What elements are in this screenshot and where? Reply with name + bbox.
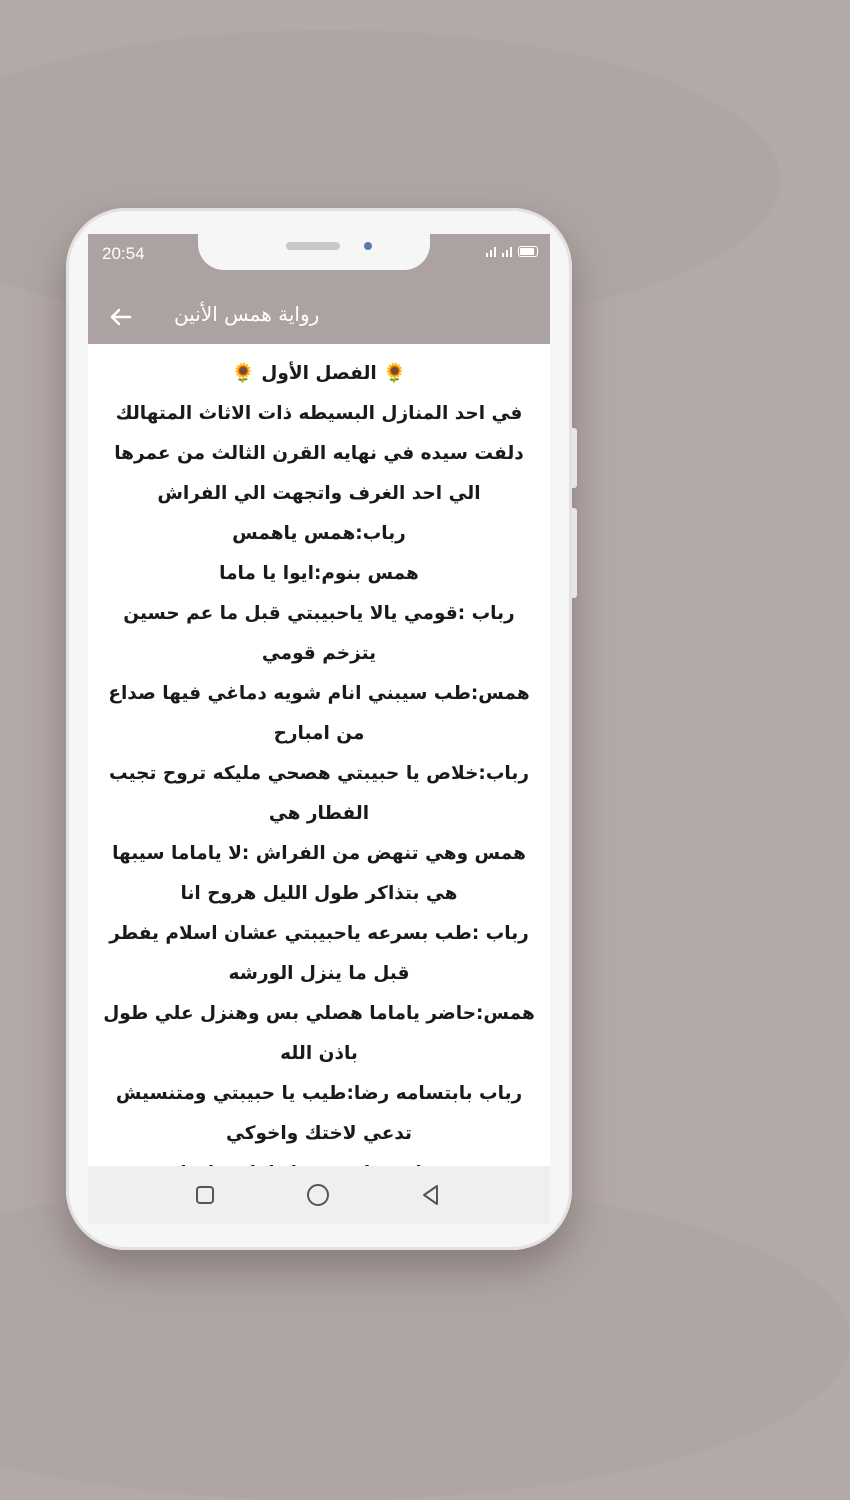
triangle-back-icon[interactable] [416, 1180, 446, 1210]
system-nav-bar [88, 1166, 550, 1224]
story-line: همس:حاضر ياماما هصلي بس وهنزل علي طول باذن الله [103, 1003, 535, 1064]
story-line: في احد المنازل البسيطه ذات الاثاث المتهالك [115, 403, 523, 424]
circle-icon[interactable] [303, 1180, 333, 1210]
story-line: همس بنوم:ايوا يا ماما [219, 563, 419, 584]
story-line: رباب بابتسامه رضا:طيب يا حبيبتي ومتنسيش تدعي لاختك واخوكي [115, 1083, 523, 1144]
chapter-heading: 🌻 الفصل الأول 🌻 [231, 363, 407, 384]
status-icons [486, 246, 538, 257]
story-line: دلفت سيده في نهايه القرن الثالث من عمرها الي احد الغرف واتجهت الي الفراش [114, 443, 524, 504]
status-bar [88, 234, 550, 290]
page-title: رواية همس الأنين [174, 302, 320, 326]
phone-frame [66, 208, 572, 1250]
story-line: همس وهي تنهض من الفراش :لا ياماما سيبها هي بتذاكر طول الليل هروح انا [112, 843, 526, 904]
volume-button [572, 428, 577, 488]
signal-icon [502, 247, 512, 257]
earpiece-speaker [286, 242, 340, 250]
story-line: رباب :طب بسرعه ياحبيبتي عشان اسلام يفطر قبل ما ينزل الورشه [109, 923, 529, 984]
front-camera [364, 242, 372, 250]
signal-icon [486, 247, 496, 257]
app-bar [88, 290, 550, 344]
story-text [88, 344, 550, 1194]
square-icon[interactable] [190, 1180, 220, 1210]
phone-screen [88, 234, 550, 1224]
story-line: همس:طب سيبني انام شويه دماغي فيها صداع من امبارح [108, 683, 530, 744]
status-time: 20:54 [102, 244, 145, 263]
battery-icon [518, 246, 538, 257]
story-line: رباب:همس ياهمس [232, 523, 406, 544]
power-button [572, 508, 577, 598]
story-line: رباب :قومي يالا ياحبيبتي قبل ما عم حسين يتزخم قومي [123, 603, 515, 664]
story-content[interactable] [88, 344, 550, 1166]
notch [198, 234, 430, 270]
arrow-left-icon[interactable] [106, 302, 136, 332]
story-line: رباب:خلاص يا حبيبتي هصحي مليكه تروح تجيب الفطار هي [109, 763, 529, 824]
